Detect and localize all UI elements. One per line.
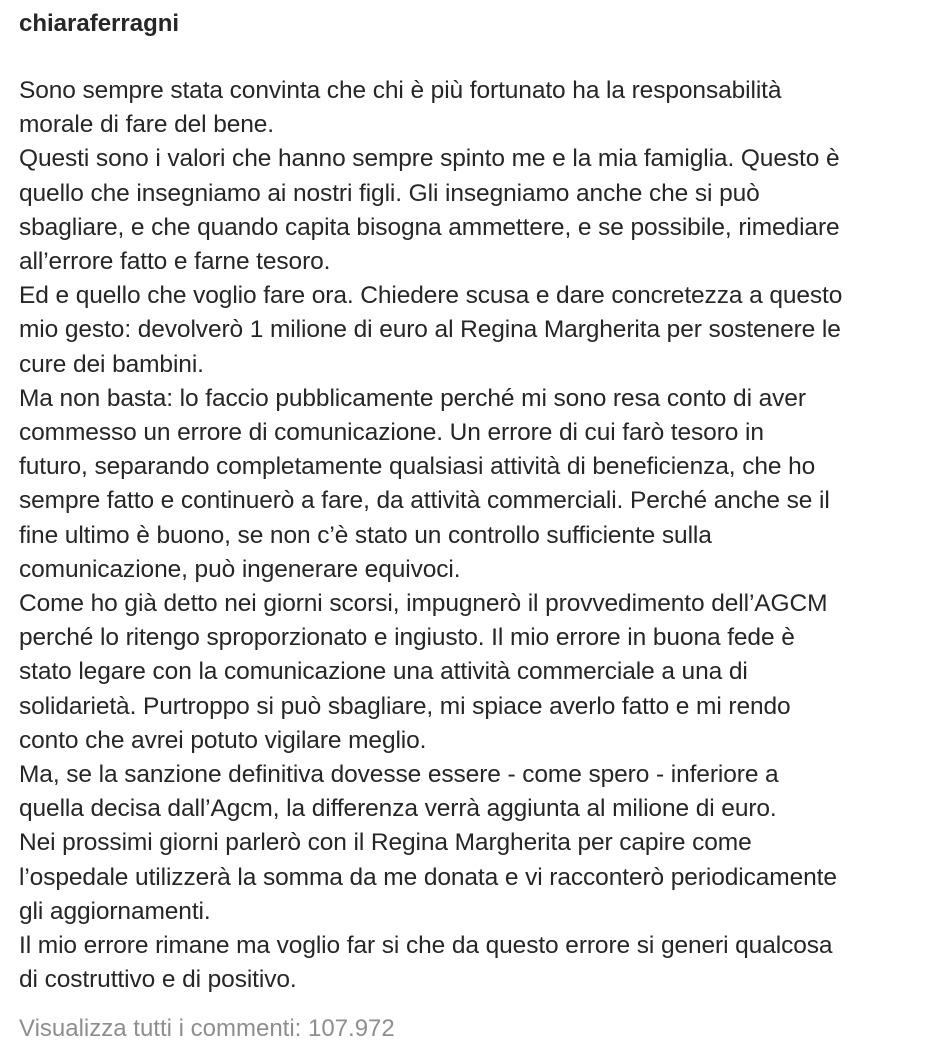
view-all-comments-link[interactable]: Visualizza tutti i commenti: 107.972 [19, 1015, 395, 1043]
caption-line: Ma, se la sanzione definitiva dovesse essere - come spero - inferiore a [19, 761, 779, 789]
caption-line: Ma non basta: lo faccio pubblicamente perché mi sono resa conto di aver [19, 384, 806, 412]
caption-line: fine ultimo è buono, se non c’è stato un controllo sufficiente sulla [19, 521, 712, 549]
caption-line: quello che insegniamo ai nostri figli. Gli insegniamo anche che si può [19, 179, 760, 207]
caption-line: commesso un errore di comunicazione. Un errore di cui farò tesoro in [19, 419, 764, 447]
caption-line: perché lo ritengo sproporzionato e ingiusto. Il mio errore in buona fede è [19, 624, 795, 652]
caption-line: Nei prossimi giorni parlerò con il Regina Margherita per capire come [19, 829, 752, 857]
caption-line: futuro, separando completamente qualsiasi attività di beneficienza, che ho [19, 453, 816, 481]
caption-line: conto che avrei potuto vigilare meglio. [19, 726, 427, 754]
caption-line: Il mio errore rimane ma voglio far si che da questo errore si generi qualcosa [19, 932, 833, 960]
caption-line: solidarietà. Purtroppo si può sbagliare, mi spiace averlo fatto e mi rendo [19, 692, 791, 720]
caption-line: cure dei bambini. [19, 350, 204, 378]
caption-line: gli aggiornamenti. [19, 897, 211, 925]
caption-line: Come ho già detto nei giorni scorsi, impugnerò il provvedimento dell’AGCM [19, 590, 828, 618]
caption-line: sbagliare, e che quando capita bisogna ammettere, e se possibile, rimediare [19, 213, 840, 241]
post-caption [19, 74, 929, 997]
username-link[interactable]: chiaraferragni [19, 10, 180, 37]
caption-line: morale di fare del bene. [19, 111, 275, 139]
caption-line: quella decisa dall’Agcm, la differenza verrà aggiunta al milione di euro. [19, 795, 777, 823]
caption-line: Sono sempre stata convinta che chi è più fortunato ha la responsabilità [19, 77, 782, 104]
caption-line: di costruttivo e di positivo. [19, 966, 297, 994]
caption-line: all’errore fatto e farne tesoro. [19, 248, 331, 276]
caption-line: Ed e quello che voglio fare ora. Chiedere scusa e dare concretezza a questo [19, 282, 843, 310]
caption-line: l’ospedale utilizzerà la somma da me donata e vi racconterò periodicamente [19, 863, 837, 891]
caption-line: mio gesto: devolverò 1 milione di euro al Regina Margherita per sostenere le [19, 316, 841, 344]
caption-line: stato legare con la comunicazione una attività commerciale a una di [19, 658, 748, 686]
caption-line: Questi sono i valori che hanno sempre spinto me e la mia famiglia. Questo è [19, 145, 840, 173]
caption-line: comunicazione, può ingenerare equivoci. [19, 555, 461, 583]
caption-line: sempre fatto e continuerò a fare, da attività commerciali. Perché anche se il [19, 487, 830, 515]
